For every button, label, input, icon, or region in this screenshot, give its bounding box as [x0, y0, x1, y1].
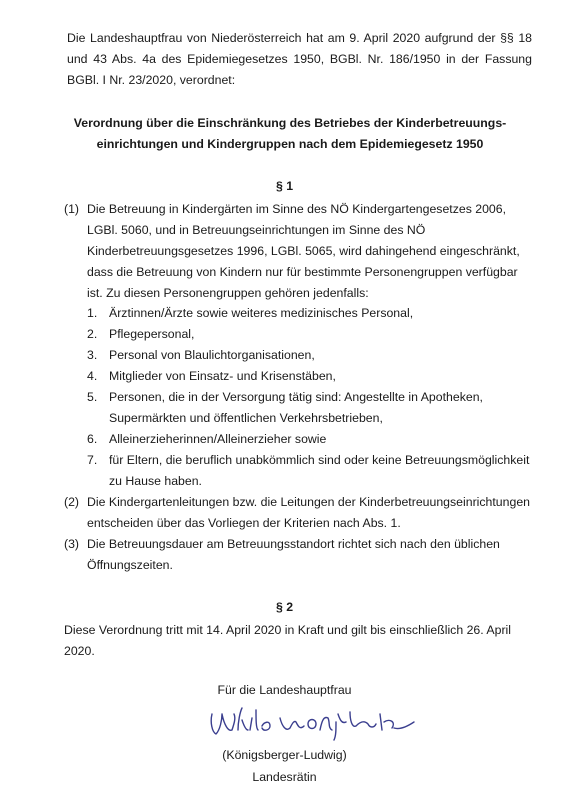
paragraph-1-text: Die Betreuung in Kindergärten im Sinne des NÖ Kindergartengesetzes 2006, LGBl. 5060, und in Betreuungseinrichtungen im Sinne des NÖ Kinderbetreuungsgesetzes 1996, LGBl. 5065, wird dahingehend eingeschränkt, dass die Betreuung von Kindern nur für bestimmte Personengruppen verfügbar ist. Zu diesen Personengruppen gehören jedenfalls:: [87, 202, 520, 300]
list-item-number: 5.: [87, 390, 98, 404]
signature-for-line: Für die Landeshauptfrau: [217, 683, 352, 697]
list-item: [87, 303, 537, 324]
paragraph-2-number: (2): [64, 495, 80, 509]
list-item: [87, 324, 537, 345]
signatory-role: Landesrätin: [252, 770, 317, 784]
paragraph-2-text: Die Kindergartenleitungen bzw. die Leitungen der Kinderbetreuungseinrichtungen entscheiden über das Vorliegen der Kriterien nach Abs. 1.: [87, 495, 531, 530]
list-item-number: 2.: [87, 327, 98, 341]
list-item-text: Pflegepersonal,: [109, 327, 195, 341]
signatory-name: (Königsberger-Ludwig): [222, 748, 347, 762]
person-groups-list: [87, 303, 537, 492]
preamble: Die Landeshauptfrau von Niederösterreich hat am 9. April 2020 aufgrund der §§ 18 und 43 Abs. 4a des Epidemiegesetzes 1950, BGBl. Nr. 186/1950 in der Fassung BGBl. I Nr. 23/2020, verordnet:: [67, 31, 532, 87]
paragraph-1-number: (1): [64, 202, 80, 216]
list-item: [87, 429, 537, 450]
list-item: [87, 387, 537, 429]
paragraph-3: [64, 534, 534, 576]
paragraph-3-number: (3): [64, 537, 80, 551]
list-item-text: Mitglieder von Einsatz- und Krisenstäben,: [109, 369, 336, 383]
list-item-number: 7.: [87, 453, 98, 467]
paragraph-3-text: Die Betreuungsdauer am Betreuungsstandort richtet sich nach den üblichen Öffnungszeiten.: [87, 537, 500, 572]
list-item: [87, 450, 537, 492]
list-item-text: Personen, die in der Versorgung tätig sind: Angestellte in Apotheken, Supermärkten und öffentlichen Verkehrsbetrieben,: [109, 390, 483, 425]
list-item-text: für Eltern, die beruflich unabkömmlich sind oder keine Betreuungsmöglichkeit zu Hause haben.: [109, 453, 530, 488]
list-item-number: 4.: [87, 369, 98, 383]
section-2-text: Diese Verordnung tritt mit 14. April 2020 in Kraft und gilt bis einschließlich 26. April 2020.: [64, 623, 512, 658]
paragraph-1: [64, 199, 534, 304]
ordinance-title: [40, 113, 540, 155]
list-item-number: 6.: [87, 432, 98, 446]
section-2-heading: § 2: [275, 600, 294, 614]
list-item-text: Alleinerzieherinnen/Alleinerzieher sowie: [109, 432, 327, 446]
handwritten-signature: [200, 700, 420, 742]
ordinance-title-line-1: Verordnung über die Einschränkung des Betriebes der Kinderbetreuungs-: [73, 116, 507, 130]
list-item-text: Personal von Blaulichtorganisationen,: [109, 348, 315, 362]
ordinance-title-line-2: einrichtungen und Kindergruppen nach dem Epidemiegesetz 1950: [96, 137, 484, 151]
list-item-number: 3.: [87, 348, 98, 362]
list-item: [87, 345, 537, 366]
section-1-heading: § 1: [275, 179, 294, 193]
paragraph-2: [64, 492, 534, 534]
list-item-number: 1.: [87, 306, 98, 320]
list-item-text: Ärztinnen/Ärzte sowie weiteres medizinisches Personal,: [109, 306, 414, 320]
list-item: [87, 366, 537, 387]
